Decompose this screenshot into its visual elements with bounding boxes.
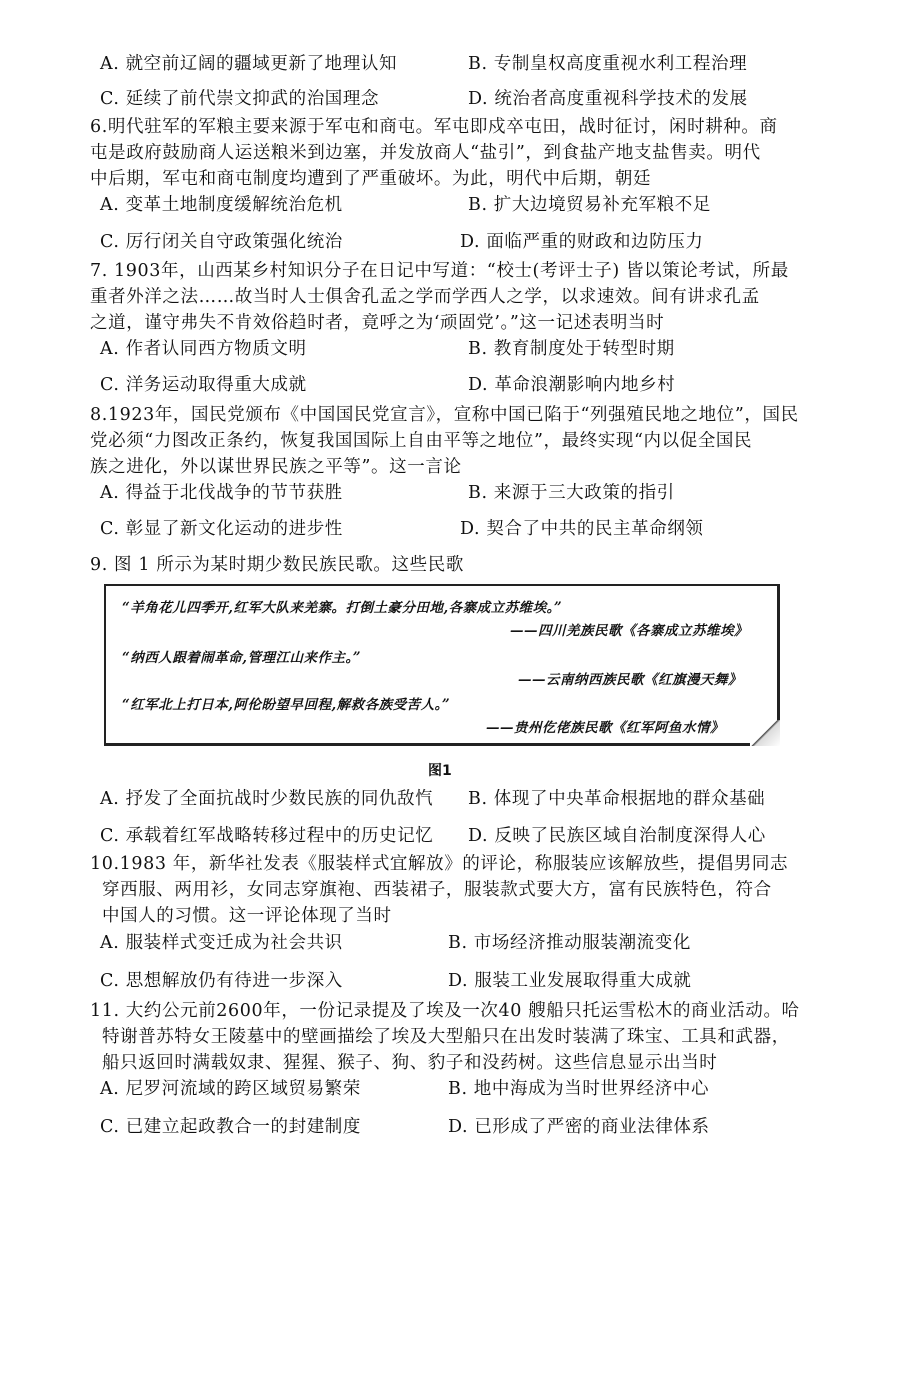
q11-option-a: A. 尼罗河流域的跨区域贸易繁荣 — [100, 1079, 361, 1099]
folk-song-1: “羊角花儿四季开,红军大队来羌寨。打倒土豪分田地,各寨成立苏维埃。” — [122, 600, 563, 616]
q5-option-c: C. 延续了前代崇文抑武的治国理念 — [100, 89, 380, 109]
q10-stem-line-1: 10.1983 年，新华社发表《服装样式宜解放》的评论，称服装应该解放些，提倡男同志 — [90, 854, 789, 874]
q10-option-b: B. 市场经济推动服装潮流变化 — [448, 933, 691, 953]
q5-option-d: D. 统治者高度重视科学技术的发展 — [468, 89, 748, 109]
q7-option-d: D. 革命浪潮影响内地乡村 — [468, 375, 676, 395]
q11-option-d: D. 已形成了严密的商业法律体系 — [448, 1117, 710, 1137]
folk-song-2-source: ——云南纳西族民歌《红旗漫天舞》 — [518, 672, 742, 688]
q9-stem: 9. 图 1 所示为某时期少数民族民歌。这些民歌 — [90, 555, 464, 575]
q11-option-c: C. 已建立起政教合一的封建制度 — [100, 1117, 361, 1137]
folk-song-1-source: ——四川羌族民歌《各寨成立苏维埃》 — [510, 623, 748, 639]
q5-option-a: A. 就空前辽阔的疆域更新了地理认知 — [100, 54, 398, 74]
q11-stem-line-2: 特谢普苏特女王陵墓中的壁画描绘了埃及大型船只在出发时装满了珠宝、工具和武器， — [102, 1027, 790, 1047]
q8-stem-line-1: 8.1923年，国民党颁布《中国国民党宣言》，宣称中国已陷于“列强殖民地之地位”，国民 — [90, 405, 799, 425]
folk-song-figure — [104, 584, 780, 746]
q7-option-a: A. 作者认同西方物质文明 — [100, 339, 307, 359]
q8-option-c: C. 彰显了新文化运动的进步性 — [100, 519, 343, 539]
q8-option-d: D. 契合了中共的民主革命纲领 — [460, 519, 704, 539]
q10-option-d: D. 服装工业发展取得重大成就 — [448, 971, 692, 991]
q6-option-d: D. 面临严重的财政和边防压力 — [460, 232, 704, 252]
q10-stem-line-2: 穿西服、两用衫，女同志穿旗袍、西装裙子，服装款式要大方，富有民族特色，符合 — [102, 880, 772, 900]
q11-stem-line-3: 船只返回时满载奴隶、猩猩、猴子、狗、豹子和没药树。这些信息显示出当时 — [102, 1053, 718, 1073]
q9-option-b: B. 体现了中央革命根据地的群众基础 — [468, 789, 766, 809]
q6-option-a: A. 变革土地制度缓解统治危机 — [100, 195, 343, 215]
q6-stem-line-3: 中后期，军屯和商屯制度均遭到了严重破坏。为此，明代中后期，朝廷 — [90, 169, 652, 189]
q11-option-b: B. 地中海成为当时世界经济中心 — [448, 1079, 710, 1099]
q8-stem-line-2: 党必须“力图改正条约，恢复我国国际上自由平等之地位”，最终实现“内以促全国民 — [90, 431, 753, 451]
q6-option-c: C. 厉行闭关自守政策强化统治 — [100, 232, 343, 252]
q9-option-d: D. 反映了民族区域自治制度深得人心 — [468, 826, 766, 846]
figure-caption: 图1 — [428, 763, 452, 779]
page-curl-decoration — [750, 720, 780, 746]
folk-song-3-source: ——贵州仡佬族民歌《红军阿鱼水情》 — [486, 720, 724, 736]
q10-option-c: C. 思想解放仍有待进一步深入 — [100, 971, 343, 991]
q8-option-b: B. 来源于三大政策的指引 — [468, 483, 675, 503]
q6-stem-line-1: 6.明代驻军的军粮主要来源于军屯和商屯。军屯即戍卒屯田，战时征讨，闲时耕种。商 — [90, 117, 778, 137]
q9-option-a: A. 抒发了全面抗战时少数民族的同仇敌忾 — [100, 789, 434, 809]
folk-song-3: “红军北上打日本,阿伦盼望早回程,解救各族受苦人。” — [122, 697, 451, 713]
q5-option-b: B. 专制皇权高度重视水利工程治理 — [468, 54, 748, 74]
q6-stem-line-2: 屯是政府鼓励商人运送粮米到边塞，并发放商人“盐引”，到食盐产地支盐售卖。明代 — [90, 143, 761, 163]
q7-stem-line-2: 重者外洋之法……故当时人士俱舍孔孟之学而学西人之学，以求速效。间有讲求孔孟 — [90, 287, 760, 307]
q11-stem-line-1: 11. 大约公元前2600年，一份记录提及了埃及一次40 艘船只托运雪松木的商业活动。哈 — [90, 1001, 800, 1021]
q7-stem-line-1: 7. 1903年，山西某乡村知识分子在日记中写道：“校士(考评士子) 皆以策论考试，所最 — [90, 261, 789, 281]
q9-option-c: C. 承载着红军战略转移过程中的历史记忆 — [100, 826, 434, 846]
folk-song-2: “纳西人跟着闹革命,管理江山来作主。” — [122, 650, 361, 666]
q8-option-a: A. 得益于北伐战争的节节获胜 — [100, 483, 343, 503]
q7-stem-line-3: 之道，谨守弗失不肯效俗趋时者，竟呼之为‘顽固党’。”这一记述表明当时 — [90, 313, 665, 333]
q7-option-b: B. 教育制度处于转型时期 — [468, 339, 675, 359]
q7-option-c: C. 洋务运动取得重大成就 — [100, 375, 307, 395]
q10-option-a: A. 服装样式变迁成为社会共识 — [100, 933, 343, 953]
q8-stem-line-3: 族之进化，外以谋世界民族之平等”。这一言论 — [90, 457, 462, 477]
q10-stem-line-3: 中国人的习惯。这一评论体现了当时 — [102, 906, 392, 926]
q6-option-b: B. 扩大边境贸易补充军粮不足 — [468, 195, 711, 215]
